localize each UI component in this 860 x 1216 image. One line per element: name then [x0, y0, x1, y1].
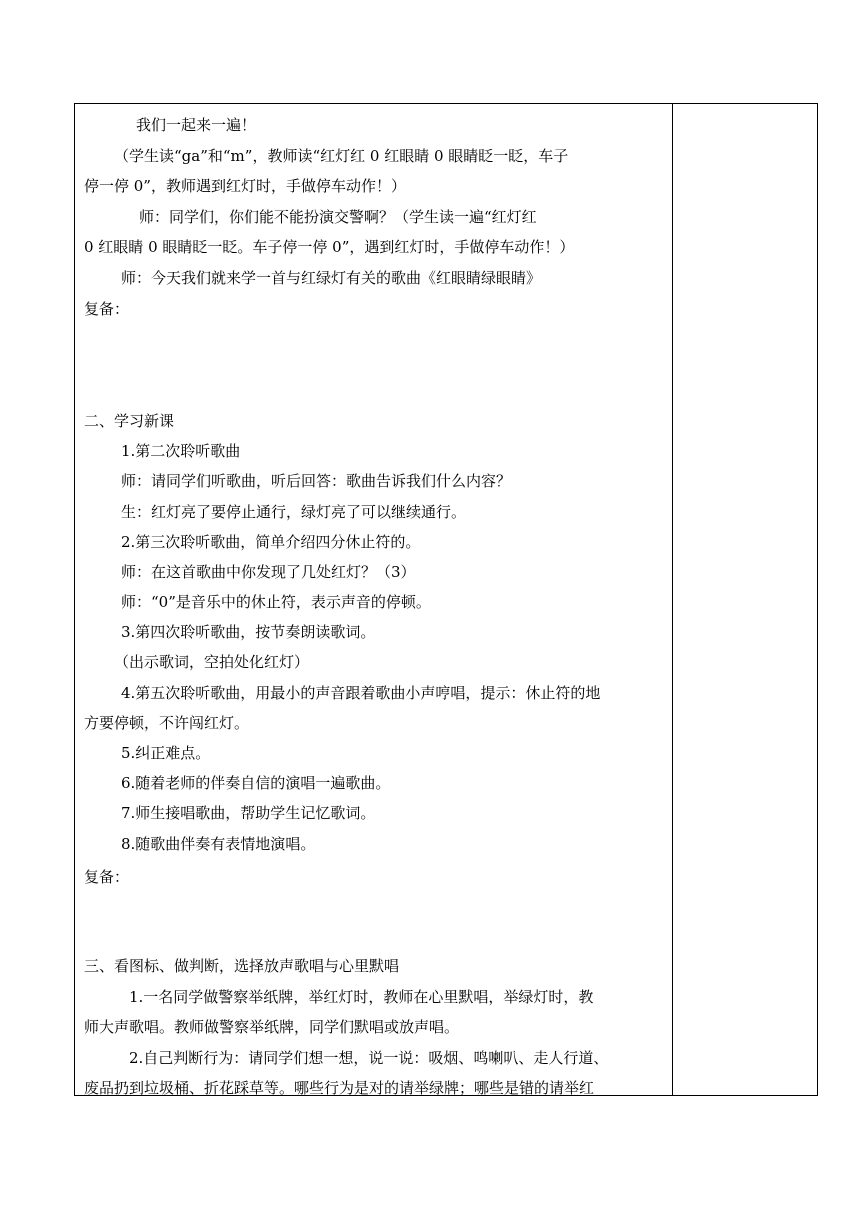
section-heading: 三、看图标、做判断，选择放声歌唱与心里默唱	[84, 957, 400, 975]
text-line: 3.第四次聆听歌曲，按节奏朗读歌词。	[121, 623, 376, 641]
section-heading: 二、学习新课	[84, 412, 175, 430]
revision-label: 复备：	[84, 868, 130, 886]
text-line: 师：同学们，你们能不能扮演交警啊？（学生读一遍“红灯红	[139, 208, 537, 226]
text-line: 1.一名同学做警察举纸牌，举红灯时，教师在心里默唱，举绿灯时，教	[129, 988, 594, 1006]
text-line: （出示歌词，空拍处化红灯）	[114, 653, 310, 671]
lesson-content-cell	[75, 104, 672, 1095]
text-line: 师大声歌唱。教师做警察举纸牌，同学们默唱或放声唱。	[84, 1018, 460, 1036]
notes-cell	[673, 104, 817, 1095]
text-line: 0 红眼睛 0 眼睛眨一眨。车子停一停 0”，遇到红灯时，手做停车动作！）	[84, 238, 575, 256]
text-line: 停一停 0”，教师遇到红灯时，手做停车动作！）	[84, 177, 406, 195]
text-line: 7.师生接唱歌曲，帮助学生记忆歌词。	[121, 804, 376, 822]
text-line: 1.第二次聆听歌曲	[121, 442, 241, 460]
text-line: 我们一起来一遍！	[136, 116, 257, 134]
text-line: 方要停顿，不许闯红灯。	[84, 714, 250, 732]
text-line: 师：今天我们就来学一首与红绿灯有关的歌曲《红眼睛绿眼睛》	[121, 269, 542, 287]
text-line: 师：“0”是音乐中的休止符，表示声音的停顿。	[121, 593, 431, 611]
text-line: （学生读“ga”和“m”，教师读“红灯红 0 红眼睛 0 眼睛眨一眨，车子	[114, 147, 569, 165]
text-line: 师：在这首歌曲中你发现了几处红灯？（3）	[121, 563, 416, 581]
text-line: 废品扔到垃圾桶、折花踩草等。哪些行为是对的请举绿牌；哪些是错的请举红	[84, 1079, 595, 1095]
text-line: 师：请同学们听歌曲，听后回答：歌曲告诉我们什么内容？	[121, 472, 512, 490]
text-line: 5.纠正难点。	[121, 744, 211, 762]
revision-label: 复备：	[84, 300, 130, 318]
text-line: 2.第三次聆听歌曲，简单介绍四分休止符的。	[121, 533, 421, 551]
text-line: 6.随着老师的伴奏自信的演唱一遍歌曲。	[121, 774, 391, 792]
lesson-plan-table	[74, 103, 818, 1096]
text-line: 生：红灯亮了要停止通行，绿灯亮了可以继续通行。	[121, 503, 467, 521]
text-line: 2.自己判断行为：请同学们想一想，说一说：吸烟、鸣喇叭、走人行道、	[129, 1049, 609, 1067]
text-line: 4.第五次聆听歌曲，用最小的声音跟着歌曲小声哼唱，提示：休止符的地	[121, 684, 601, 702]
text-line: 8.随歌曲伴奏有表情地演唱。	[121, 835, 316, 853]
